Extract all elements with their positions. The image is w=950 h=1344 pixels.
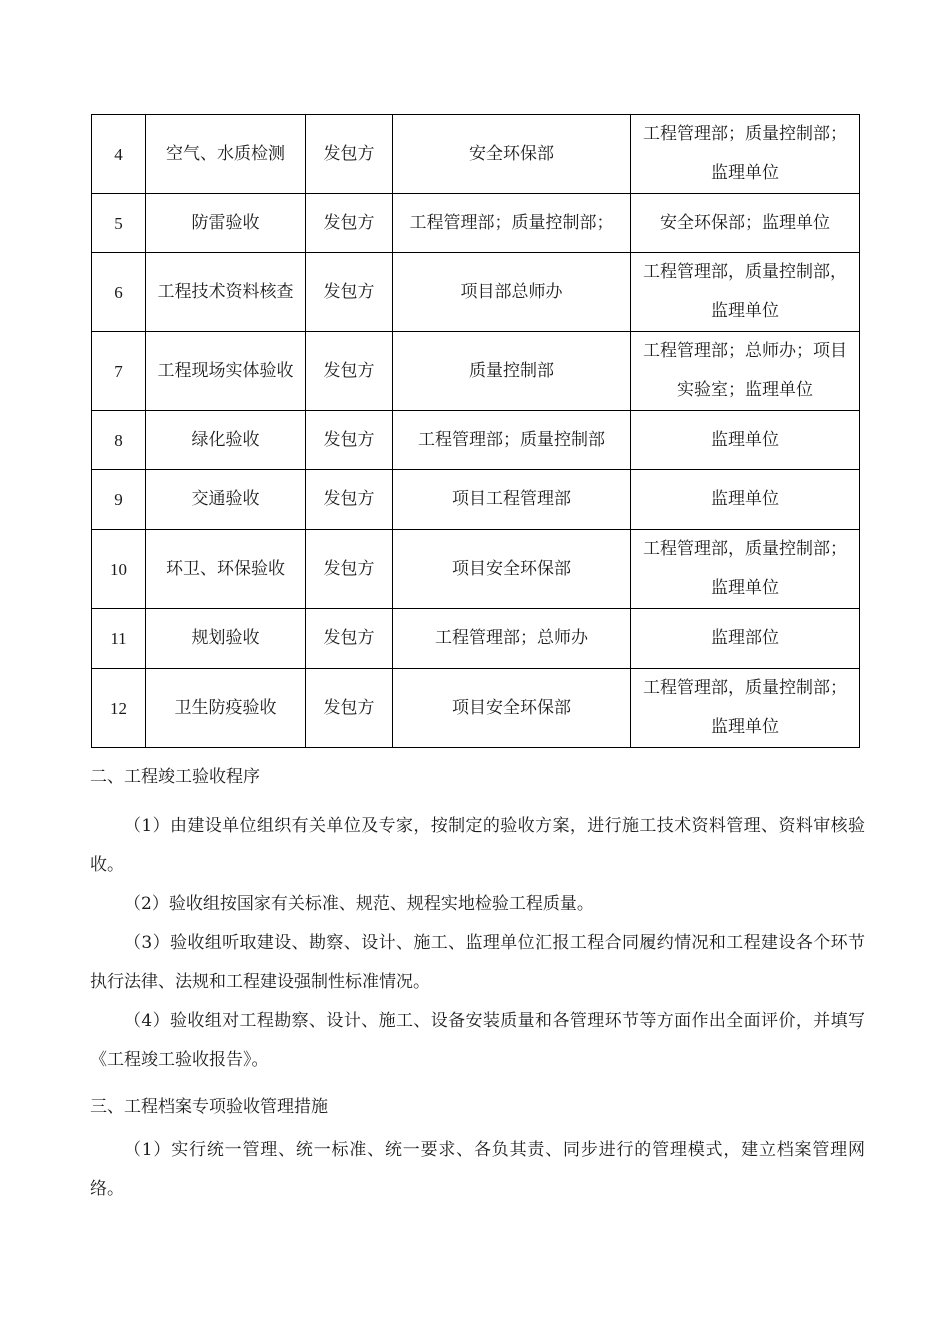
paragraph: （2）验收组按国家有关标准、规范、规程实地检验工程质量。 (124, 894, 594, 914)
acceptance-item: 交通验收 (146, 470, 306, 530)
assisting-departments: 监理部位 (631, 609, 860, 669)
table-row (92, 411, 860, 470)
row-number: 8 (92, 411, 146, 470)
table-row (92, 470, 860, 530)
responsible-party: 发包方 (306, 530, 393, 609)
acceptance-item: 环卫、环保验收 (146, 530, 306, 609)
assisting-departments: 监理单位 (631, 411, 860, 470)
row-number: 11 (92, 609, 146, 669)
acceptance-item: 规划验收 (146, 609, 306, 669)
responsible-party: 发包方 (306, 332, 393, 411)
assisting-departments: 安全环保部；监理单位 (631, 194, 860, 253)
lead-department: 项目部总师办 (393, 253, 631, 332)
table-row (92, 332, 860, 411)
responsible-party: 发包方 (306, 470, 393, 530)
table-row (92, 609, 860, 669)
section-heading: 三、工程档案专项验收管理措施 (90, 1097, 328, 1117)
table-row (92, 530, 860, 609)
acceptance-item: 卫生防疫验收 (146, 669, 306, 748)
section-body (90, 807, 865, 1080)
row-number: 7 (92, 332, 146, 411)
acceptance-item: 工程技术资料核查 (146, 253, 306, 332)
paragraph: （1）由建设单位组织有关单位及专家，按制定的验收方案，进行施工技术资料管理、资料审核验收。 (90, 816, 865, 875)
lead-department: 工程管理部；质量控制部 (393, 411, 631, 470)
paragraph: （3）验收组听取建设、勘察、设计、施工、监理单位汇报工程合同履约情况和工程建设各个环节执行法律、法规和工程建设强制性标准情况。 (90, 933, 865, 992)
acceptance-item: 防雷验收 (146, 194, 306, 253)
responsible-party: 发包方 (306, 669, 393, 748)
responsible-party: 发包方 (306, 194, 393, 253)
row-number: 10 (92, 530, 146, 609)
row-number: 12 (92, 669, 146, 748)
acceptance-item: 绿化验收 (146, 411, 306, 470)
table-row (92, 253, 860, 332)
table-row (92, 115, 860, 194)
responsible-party: 发包方 (306, 115, 393, 194)
lead-department: 工程管理部；总师办 (393, 609, 631, 669)
assisting-departments: 工程管理部，质量控制部；监理单位 (631, 669, 860, 748)
responsible-party: 发包方 (306, 253, 393, 332)
row-number: 5 (92, 194, 146, 253)
lead-department: 项目工程管理部 (393, 470, 631, 530)
responsible-party: 发包方 (306, 411, 393, 470)
assisting-departments: 工程管理部，质量控制部；监理单位 (631, 530, 860, 609)
paragraph: （1）实行统一管理、统一标准、统一要求、各负其责、同步进行的管理模式，建立档案管理网络。 (90, 1140, 865, 1199)
lead-department: 质量控制部 (393, 332, 631, 411)
paragraph: （4）验收组对工程勘察、设计、施工、设备安装质量和各管理环节等方面作出全面评价，并填写《工程竣工验收报告》。 (90, 1011, 865, 1070)
responsible-party: 发包方 (306, 609, 393, 669)
lead-department: 安全环保部 (393, 115, 631, 194)
section-body (90, 1131, 865, 1209)
assisting-departments: 工程管理部，质量控制部，监理单位 (631, 253, 860, 332)
assisting-departments: 监理单位 (631, 470, 860, 530)
acceptance-item: 空气、水质检测 (146, 115, 306, 194)
section-heading: 二、工程竣工验收程序 (90, 767, 260, 787)
row-number: 4 (92, 115, 146, 194)
assisting-departments: 工程管理部；总师办；项目实验室；监理单位 (631, 332, 860, 411)
table-row (92, 194, 860, 253)
lead-department: 项目安全环保部 (393, 669, 631, 748)
lead-department: 项目安全环保部 (393, 530, 631, 609)
table-row (92, 669, 860, 748)
acceptance-item: 工程现场实体验收 (146, 332, 306, 411)
row-number: 6 (92, 253, 146, 332)
lead-department: 工程管理部；质量控制部； (393, 194, 631, 253)
assisting-departments: 工程管理部；质量控制部；监理单位 (631, 115, 860, 194)
row-number: 9 (92, 470, 146, 530)
acceptance-table (91, 114, 860, 748)
